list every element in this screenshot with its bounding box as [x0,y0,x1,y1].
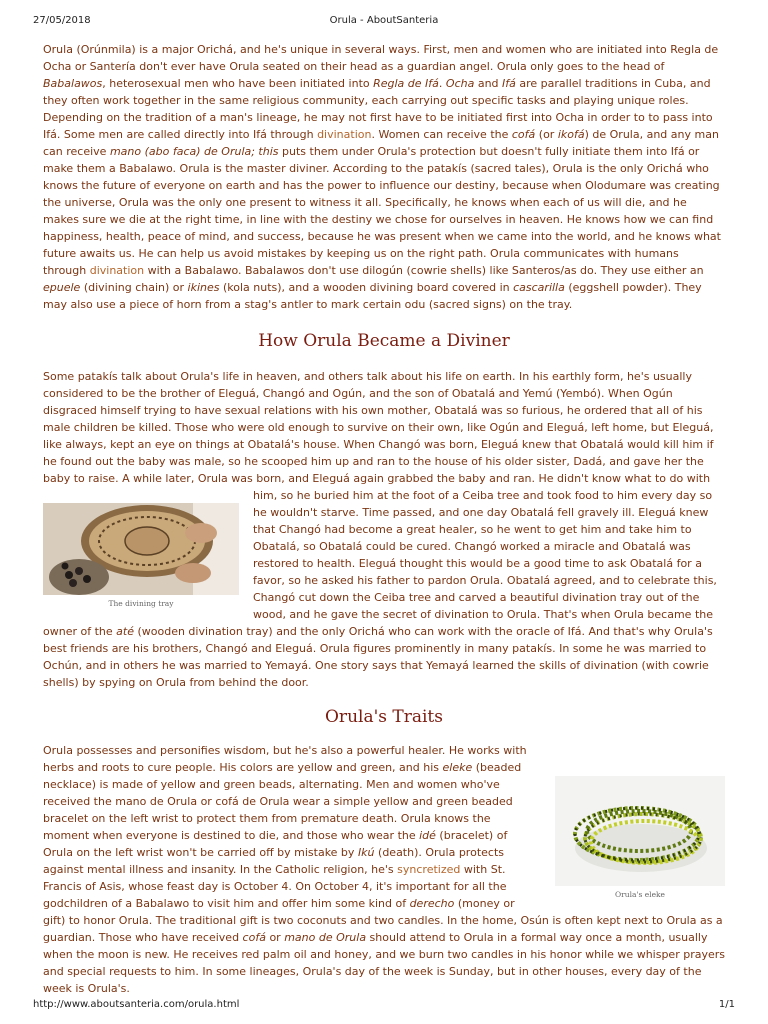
intro-text: are parallel traditions in Cuba, and they often work together in the same religious community, each carrying out specific tasks and playing unique roles. Depending on the tradition of a man's lineage, he may not first have to be initiated first into Ocha in order to to pass into Ifá. Some men are called directly into Ifá through [43,77,713,141]
ikines-term: ikines [187,281,220,294]
eleke-caption: Orula's eleke [615,890,665,899]
section-heading-diviner: How Orula Became a Diviner [258,331,510,351]
epuele-term: epuele [43,281,81,294]
intro-text: puts them under Orula's protection but doesn't fully initiate them into Ifá or make them a Babalawo. Orula is the master diviner. According to the patakís (sacred tales), Orula is the only Orichá who knows the future of everyone on earth and has the power to influence our destiny, because when Olodumare was creating the universe, Orula was the only one present to witness it all. Specifically, he knows when each of us will die, and he makes sure we die at the right time, in line with the destiny we chose for ourselves in heaven. He knows how we can find happiness, health, peace of mind, and success, because he was present when we came into the world, and he knows what future awaits us. He can help us avoid mistakes by keeping us on the right path. Orula communicates with humans through [43,145,721,277]
page-footer [33,999,735,1013]
intro-text: , heterosexual men who have been initiated into [102,77,374,90]
intro-text: with a Babalawo. Babalawos don't use dilogún (cowrie shells) like Santeros/as do. They use either an [144,264,704,277]
cascarilla-term: cascarilla [513,281,565,294]
intro-text: and [474,77,503,90]
traits-text: (death). Orula protects against mental illness and insanity. In the Catholic religion, he's [43,846,504,876]
intro-paragraph [43,41,725,313]
ate-term: até [116,625,134,638]
syncretized-link[interactable]: syncretized [397,863,461,876]
ide-term: idé [419,829,436,842]
diviner-text: (wooden divination tray) and the only Orichá who can work with the oracle of Ifá. And that's why Orula's best friends are his brothers, Changó and Eleguá. Orula figures prominently in many patakís. In some he was married to Ochún, and in others he was married to Yemayá. One story says that Yemayá learned the skills of divination (with cowrie shells) by spying on Orula from behind the door. [43,625,713,689]
intro-text: (eggshell powder). They may also use a piece of horn from a stag's antler to mark certain odu (sacred signs) on the tray. [43,281,702,311]
intro-text: . Women can receive the [371,128,512,141]
divining-tray-photo [43,503,239,595]
traits-text: (beaded necklace) is made of yellow and green beads, alternating. Men and women who've received the mano de Orula or cofá de Orula wear a simple yellow and green beaded bracelet on the left wrist to protect them from premature death. Orula knows the moment when everyone is destined to die, and those who wear the [43,761,522,842]
regla-de-ifa-term: Regla de Ifá [373,77,439,90]
intro-text: Orula (Orúnmila) is a major Orichá, and he's unique in several ways. First, men and women who are initiated into Regla de Ocha or Santería don't ever have Orula seated on their head as a guardian angel. Orula only goes to the head of [43,43,719,73]
ifa-term: Ifá [502,77,516,90]
intro-text: (kola nuts), and a wooden divining board covered in [219,281,514,294]
babalawos-term: Babalawos [43,77,103,90]
mano-de-orula-term: mano de Orula [284,931,367,944]
mano-term: mano (abo faca) de Orula; this [109,145,279,158]
source-url: http://www.aboutsanteria.com/orula.html [33,999,240,1010]
section-heading-traits: Orula's Traits [325,707,443,727]
cofa-term: cofá [511,128,536,141]
intro-text: . [438,77,446,90]
eleke-figure [555,776,725,900]
page-number: 1/1 [718,999,735,1010]
traits-text: Orula possesses and personifies wisdom, but he's also a powerful healer. He works with herbs and roots to cure people. His colors are yellow and green, and his [43,744,527,774]
traits-text: should attend to Orula in a formal way once a month, usually when the moon is new. He receives red palm oil and honey, and we burn two candles in his honor while we whisper prayers and special requests to him. In some lineages, Orula's day of the week is Sunday, but in other houses, every day of the week is Orula's. [43,931,725,995]
page-header [33,15,735,29]
divination-link[interactable]: divination [317,128,372,141]
page-title: Orula - AboutSanteria [329,15,439,26]
eleke-photo [555,776,725,886]
traits-text: (money or gift) to honor Orula. The traditional gift is two coconuts and two candles. In the home, Osún is often kept next to Orula as a guardian. Those who have received [43,897,723,944]
traits-text: (bracelet) of Orula on the left wrist won't be carried off by mistake by [43,829,508,859]
traits-text: with St. Francis of Asis, whose feast day is October 4. On October 4, it's important for all the godchildren of a Babalawo to visit him and offer him some kind of [43,863,507,910]
divination-link[interactable]: divination [89,264,145,277]
ikofa-term: ikofá [557,128,585,141]
traits-text: or [265,931,285,944]
iku-term: Ikú [357,846,375,859]
intro-text: (or [535,128,558,141]
print-date: 27/05/2018 [33,15,91,26]
divining-tray-figure [43,503,239,609]
cofa-term: cofá [242,931,266,944]
divining-tray-caption: The divining tray [108,599,174,608]
intro-text: ) de Orula, and any man can receive [43,128,719,158]
ocha-term: Ocha [445,77,475,90]
diviner-text: Some patakís talk about Orula's life in heaven, and others talk about his life on earth. In his earthly form, he's usually considered to be the brother of Eleguá, Changó and Ogún, and the son of Obatalá and Yemú (Yembó). When Ogún disgraced himself trying to have sexual relations with his own mother, Obatalá was so furious, he ordered that all of his male children be killed. Those who were old enough to survive on their own, like Ogún and Eleguá, left home, but Eleguá, like always, kept an eye on things at Obatalá's house. When Changó was born, Eleguá knew that Obatalá would kill him if he found out the baby was male, so he scooped him up and ran to the house of his older sister, Dadá, and gave her the baby to raise. A while later, Orula was born, and Eleguá again grabbed the baby and ran. He didn't know what to do with him, so he buried him at the foot of a Ceiba tree and took food to him every day so he wouldn't starve. Time passed, and one day Obatalá fell gravely ill. Eleguá knew that Changó had become a great healer, so he went to get him and take him to Obatalá, so Obatalá could be cured. Changó worked a miracle and Obatalá was restored to health. Eleguá thought this would be a good time to ask Obatalá for a favor, so he asked his father to pardon Orula. Obatalá agreed, and to celebrate this, Changó cut down the Ceiba tree and carved a beautiful divination tray out of the wood, and he gave the secret of divination to Orula. That's when Orula became the owner of the [43,370,717,638]
eleke-term: eleke [442,761,473,774]
intro-text: (divining chain) or [80,281,188,294]
derecho-term: derecho [409,897,455,910]
